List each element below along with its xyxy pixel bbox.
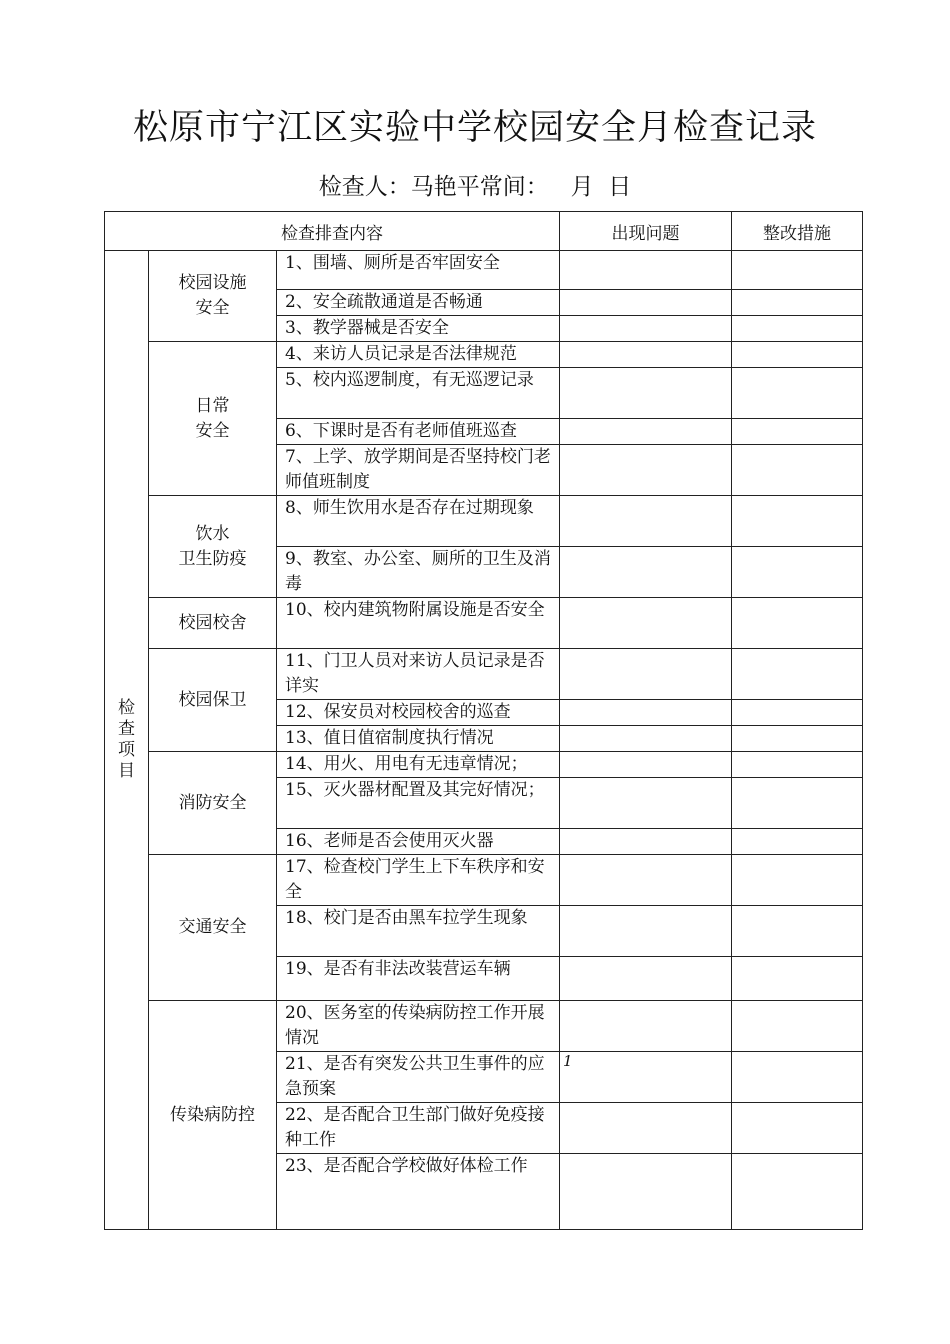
item-cell: 11、门卫人员对来访人员记录是否详实 <box>277 649 560 700</box>
problem-cell[interactable] <box>560 778 732 829</box>
item-cell: 23、是否配合学校做好体检工作 <box>277 1154 560 1230</box>
measure-cell[interactable] <box>732 290 863 316</box>
item-cell: 14、用火、用电有无违章情况； <box>277 752 560 778</box>
measure-cell[interactable] <box>732 649 863 700</box>
item-cell: 8、师生饮用水是否存在过期现象 <box>277 496 560 547</box>
header-problems: 出现问题 <box>560 212 732 251</box>
item-cell: 18、校门是否由黑车拉学生现象 <box>277 906 560 957</box>
measure-cell[interactable] <box>732 496 863 547</box>
problem-cell[interactable] <box>560 726 732 752</box>
table-row <box>105 1001 863 1052</box>
problem-cell[interactable] <box>560 1103 732 1154</box>
category-cell: 校园校舍 <box>149 598 277 649</box>
side-label: 检 查 项 目 <box>105 251 149 1230</box>
measure-cell[interactable] <box>732 957 863 1001</box>
measure-cell[interactable] <box>732 700 863 726</box>
item-cell: 12、保安员对校园校舍的巡查 <box>277 700 560 726</box>
problem-cell[interactable] <box>560 445 732 496</box>
table-row <box>105 752 863 778</box>
problem-cell[interactable] <box>560 1154 732 1230</box>
problem-cell[interactable] <box>560 649 732 700</box>
inspector-name: 马艳平 <box>410 174 480 200</box>
measure-cell[interactable] <box>732 368 863 419</box>
problem-cell[interactable]: 1 <box>560 1052 732 1103</box>
item-cell: 21、是否有突发公共卫生事件的应急预案 <box>277 1052 560 1103</box>
table-row <box>105 649 863 700</box>
category-cell: 日常 安全 <box>149 342 277 496</box>
table-row <box>105 598 863 649</box>
category-cell: 饮水 卫生防疫 <box>149 496 277 598</box>
measure-cell[interactable] <box>732 547 863 598</box>
category-cell: 校园设施 安全 <box>149 251 277 342</box>
day-label: 日 <box>608 174 632 200</box>
measure-cell[interactable] <box>732 251 863 290</box>
item-cell: 17、检查校门学生上下车秩序和安全 <box>277 855 560 906</box>
table-row <box>105 855 863 906</box>
month-label: 月 <box>570 174 594 200</box>
problem-cell[interactable] <box>560 368 732 419</box>
inspector-label: 检查人： <box>318 174 411 200</box>
inspection-table <box>104 211 863 1230</box>
item-cell: 13、值日值宿制度执行情况 <box>277 726 560 752</box>
item-cell: 16、老师是否会使用灭火器 <box>277 829 560 855</box>
measure-cell[interactable] <box>732 778 863 829</box>
inspector-line <box>0 168 950 201</box>
measure-cell[interactable] <box>732 598 863 649</box>
table-row <box>105 251 863 290</box>
measure-cell[interactable] <box>732 316 863 342</box>
header-content: 检查排查内容 <box>105 212 560 251</box>
item-cell: 6、下课时是否有老师值班巡查 <box>277 419 560 445</box>
item-cell: 4、来访人员记录是否法律规范 <box>277 342 560 368</box>
item-cell: 5、校内巡逻制度，有无巡逻记录 <box>277 368 560 419</box>
measure-cell[interactable] <box>732 726 863 752</box>
item-cell: 15、灭火器材配置及其完好情况； <box>277 778 560 829</box>
problem-cell[interactable] <box>560 547 732 598</box>
measure-cell[interactable] <box>732 855 863 906</box>
problem-cell[interactable] <box>560 342 732 368</box>
problem-cell[interactable] <box>560 855 732 906</box>
page-title: 松原市宁江区实验中学校园安全月检查记录 <box>132 108 817 148</box>
category-cell: 校园保卫 <box>149 649 277 752</box>
measure-cell[interactable] <box>732 1154 863 1230</box>
table-row <box>105 496 863 547</box>
item-cell: 10、校内建筑物附属设施是否安全 <box>277 598 560 649</box>
measure-cell[interactable] <box>732 1001 863 1052</box>
problem-cell[interactable] <box>560 316 732 342</box>
item-cell: 20、医务室的传染病防控工作开展情况 <box>277 1001 560 1052</box>
problem-cell[interactable] <box>560 251 732 290</box>
problem-cell[interactable] <box>560 700 732 726</box>
problem-cell[interactable] <box>560 752 732 778</box>
problem-cell[interactable] <box>560 419 732 445</box>
category-cell: 交通安全 <box>149 855 277 1001</box>
item-cell: 2、安全疏散通道是否畅通 <box>277 290 560 316</box>
measure-cell[interactable] <box>732 1052 863 1103</box>
problem-cell[interactable] <box>560 290 732 316</box>
measure-cell[interactable] <box>732 1103 863 1154</box>
category-cell: 消防安全 <box>149 752 277 855</box>
measure-cell[interactable] <box>732 829 863 855</box>
header-measures: 整改措施 <box>732 212 863 251</box>
problem-cell[interactable] <box>560 1001 732 1052</box>
item-cell: 1、围墙、厕所是否牢固安全 <box>277 251 560 290</box>
time-label: 常间： <box>479 174 549 200</box>
table-row <box>105 342 863 368</box>
measure-cell[interactable] <box>732 419 863 445</box>
item-cell: 22、是否配合卫生部门做好免疫接种工作 <box>277 1103 560 1154</box>
item-cell: 3、教学器械是否安全 <box>277 316 560 342</box>
measure-cell[interactable] <box>732 445 863 496</box>
problem-cell[interactable] <box>560 496 732 547</box>
measure-cell[interactable] <box>732 342 863 368</box>
problem-cell[interactable] <box>560 957 732 1001</box>
category-cell: 传染病防控 <box>149 1001 277 1230</box>
problem-cell[interactable] <box>560 906 732 957</box>
problem-cell[interactable] <box>560 598 732 649</box>
measure-cell[interactable] <box>732 906 863 957</box>
item-cell: 9、教室、办公室、厕所的卫生及消毒 <box>277 547 560 598</box>
item-cell: 7、上学、放学期间是否坚持校门老师值班制度 <box>277 445 560 496</box>
measure-cell[interactable] <box>732 752 863 778</box>
problem-cell[interactable] <box>560 829 732 855</box>
item-cell: 19、是否有非法改装营运车辆 <box>277 957 560 1001</box>
table-header-row <box>105 212 863 251</box>
